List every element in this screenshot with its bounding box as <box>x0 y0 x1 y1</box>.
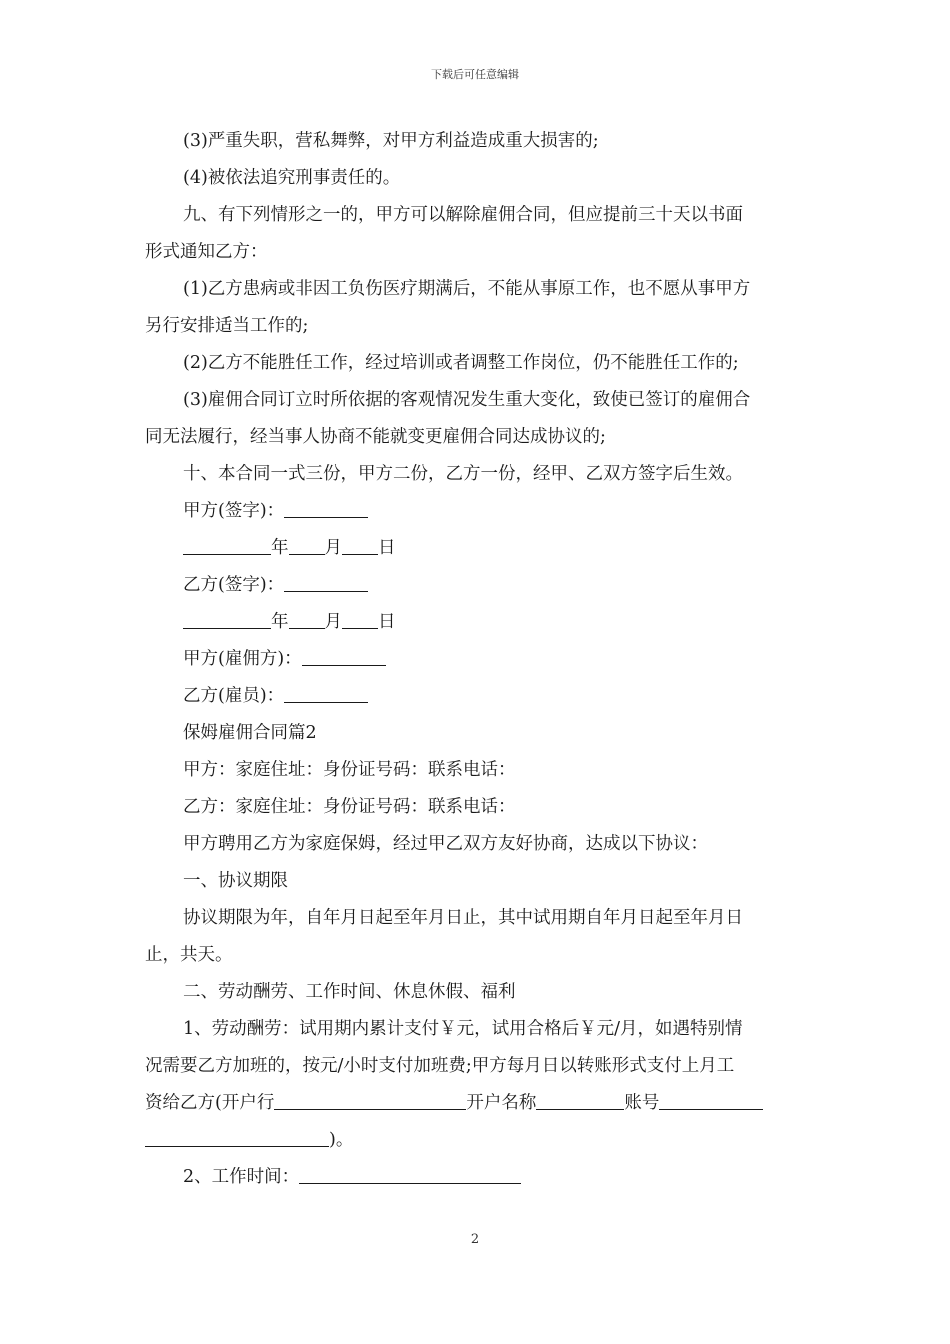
day-label: 日 <box>378 538 396 558</box>
clause-line: (3)雇佣合同订立时所依据的客观情况发生重大变化，致使已签订的雇佣合 <box>183 390 751 410</box>
page-header-note: 下载后可任意编辑 <box>431 68 519 81</box>
party-a-signature-line <box>145 493 807 530</box>
clause-line: (1)乙方患病或非因工负伤医疗期满后，不能从事原工作，也不愿从事甲方 <box>183 279 751 299</box>
page-number: 2 <box>470 1232 480 1247</box>
year-label: 年 <box>271 612 289 632</box>
clause-line: 九、有下列情形之一的，甲方可以解除雇佣合同，但应提前三十天以书面 <box>183 205 743 225</box>
clause-line: 甲方聘用乙方为家庭保姆，经过甲乙双方友好协商，达成以下协议： <box>183 834 708 854</box>
month-label: 月 <box>324 538 342 558</box>
clause-line: 十、本合同一式三份，甲方二份，乙方一份，经甲、乙双方签字后生效。 <box>183 464 743 484</box>
party-b-signature-blank <box>284 574 368 592</box>
year-label: 年 <box>271 538 289 558</box>
account-number-blank <box>659 1092 763 1110</box>
clause-line: 乙方：家庭住址：身份证号码：联系电话： <box>183 797 516 817</box>
clause-line: (4)被依法追究刑事责任的。 <box>183 168 401 188</box>
clause-heading: 一、协议期限 <box>183 871 288 891</box>
account-name-blank <box>536 1092 624 1110</box>
employer-label: 甲方(雇佣方)： <box>183 649 302 669</box>
bank-label: 资给乙方(开户行 <box>145 1093 275 1113</box>
account-number-blank-cont <box>145 1129 329 1147</box>
working-hours-label: 2、工作时间： <box>183 1167 300 1187</box>
clause-line: 况需要乙方加班的，按元/小时支付加班费;甲方每月日以转账形式支付上月工 <box>145 1056 735 1076</box>
month-blank <box>289 537 325 555</box>
employee-blank <box>284 685 368 703</box>
bank-blank <box>274 1092 466 1110</box>
closing-paren: )。 <box>329 1130 354 1150</box>
year-blank <box>183 611 271 629</box>
day-blank <box>342 537 378 555</box>
working-hours-line <box>145 1159 807 1196</box>
clause-line: 同无法履行，经当事人协商不能就变更雇佣合同达成协议的; <box>145 427 606 447</box>
account-name-label: 开户名称 <box>466 1093 537 1113</box>
party-a-signature-blank <box>284 500 368 518</box>
clause-line: 1、劳动酬劳：试用期内累计支付￥元，试用合格后￥元/月，如遇特别情 <box>183 1019 743 1039</box>
section-title: 保姆雇佣合同篇2 <box>183 723 317 743</box>
bank-info-line <box>145 1085 807 1122</box>
day-label: 日 <box>378 612 396 632</box>
account-number-label: 账号 <box>624 1093 660 1113</box>
year-blank <box>183 537 271 555</box>
month-blank <box>289 611 325 629</box>
bank-info-line-cont <box>145 1122 807 1159</box>
party-a-signature-label: 甲方(签字)： <box>183 501 285 521</box>
party-b-signature-line <box>145 567 807 604</box>
party-a-date-line <box>145 530 807 567</box>
employer-blank <box>302 648 386 666</box>
clause-line: 形式通知乙方： <box>145 242 268 262</box>
clause-line: 协议期限为年，自年月日起至年月日止，其中试用期自年月日起至年月日 <box>183 908 743 928</box>
document-body <box>145 123 807 1196</box>
party-b-signature-label: 乙方(签字)： <box>183 575 285 595</box>
day-blank <box>342 611 378 629</box>
employer-line <box>145 641 807 678</box>
clause-line: 止，共天。 <box>145 945 233 965</box>
party-b-date-line <box>145 604 807 641</box>
clause-line: 另行安排适当工作的; <box>145 316 309 336</box>
employee-label: 乙方(雇员)： <box>183 686 285 706</box>
clause-line: (2)乙方不能胜任工作，经过培训或者调整工作岗位，仍不能胜任工作的; <box>183 353 739 373</box>
working-hours-blank <box>299 1166 521 1184</box>
clause-line: (3)严重失职，营私舞弊，对甲方利益造成重大损害的; <box>183 131 599 151</box>
clause-line: 甲方：家庭住址：身份证号码：联系电话： <box>183 760 516 780</box>
clause-heading: 二、劳动酬劳、工作时间、休息休假、福利 <box>183 982 516 1002</box>
month-label: 月 <box>324 612 342 632</box>
employee-line <box>145 678 807 715</box>
